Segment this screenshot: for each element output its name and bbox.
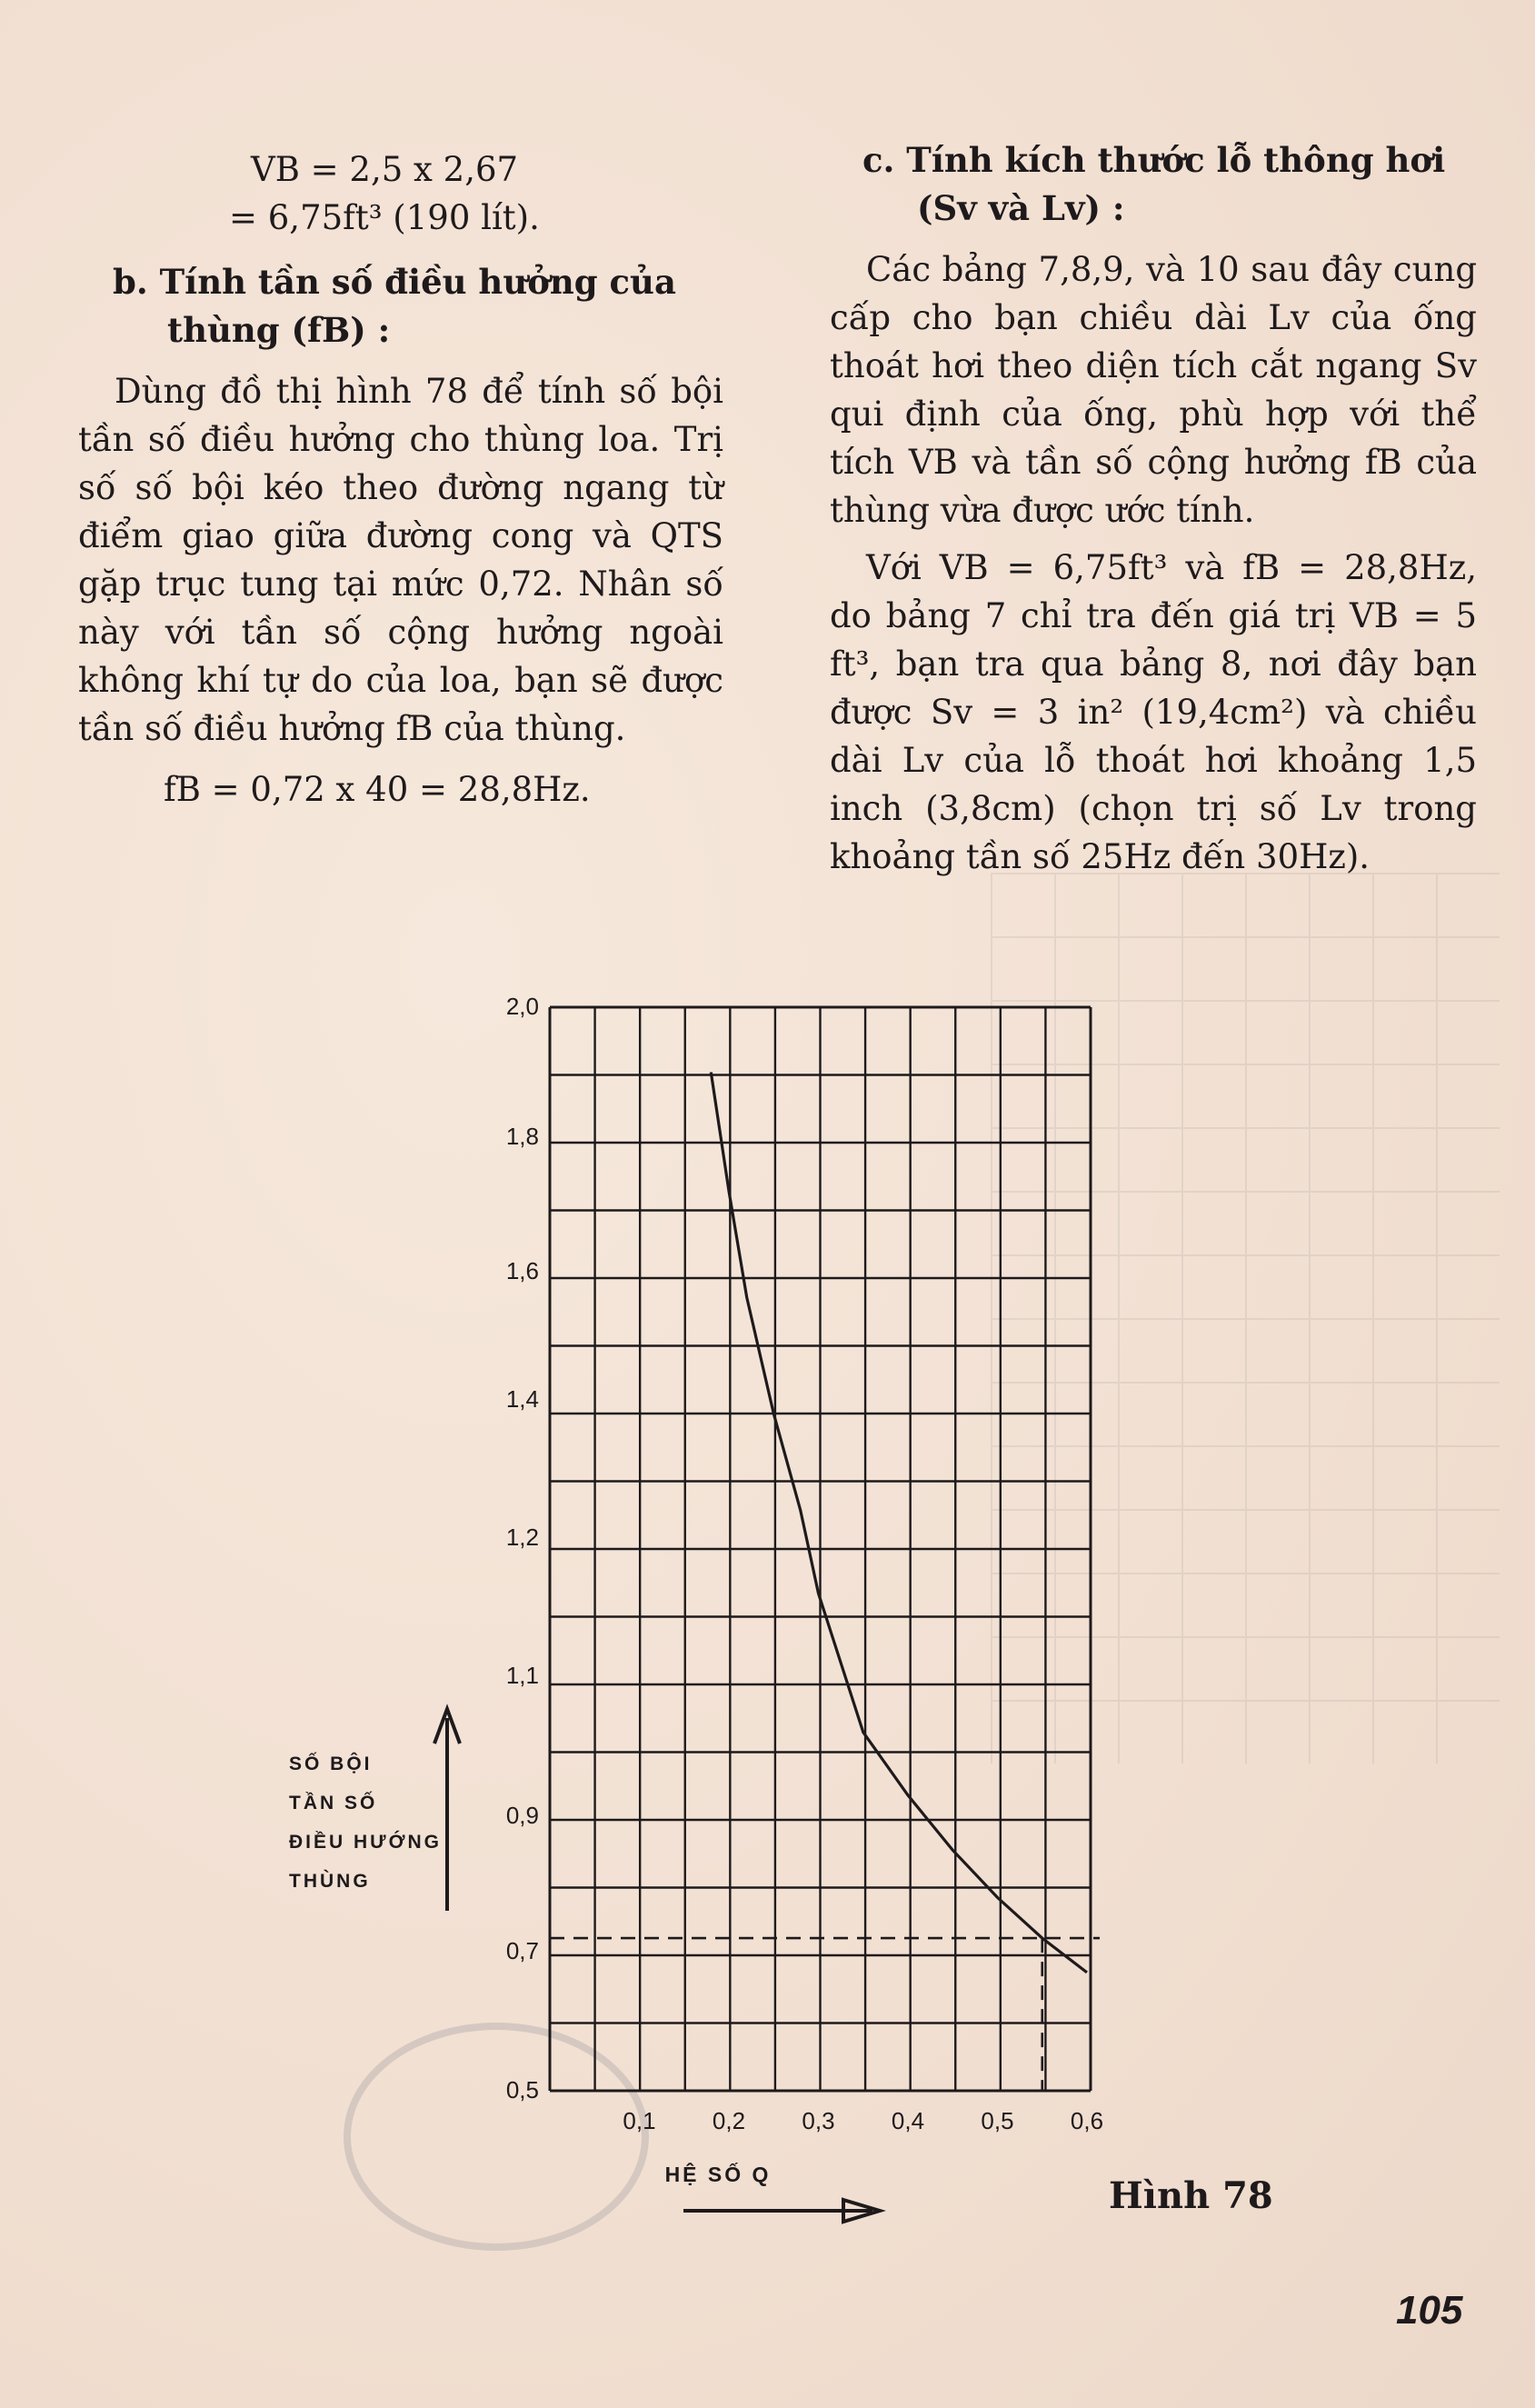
right-column [830,136,1477,881]
y-tick-label: 0,5 [505,2076,539,2103]
paragraph-c2: Với VB = 6,75ft³ và fB = 28,8Hz, do bảng 7 chỉ tra đến giá trị VB = 5 ft³, bạn tra qua bảng 8, nơi đây bạn được Sv = 3 in² (19,4cm²) và chiều dài Lv của lỗ thoát hơi khoảng 1,5 inch (3,8cm) (chọn trị số Lv trong khoảng tần số 25Hz đến 30Hz). [830,548,1477,876]
chart-svg [273,982,1136,2254]
x-tick-label: 0,1 [623,2107,656,2134]
paragraph-b: Dùng đồ thị hình 78 để tính số bội tần số điều hưởng cho thùng loa. Trị số số bội kéo theo đường ngang từ điểm giao giữa đường cong và QTS gặp trục tung tại mức 0,72. Nhân số này với tần số cộng hưởng ngoài không khí tự do của loa, bạn sẽ được tần số điều hưởng fB của thùng. [78,372,723,748]
paragraph-c1: Các bảng 7,8,9, và 10 sau đây cung cấp cho bạn chiều dài Lv của ống thoát hơi theo diện tích cắt ngang Sv qui định của ống, phù hợp với thể tích VB và tần số cộng hưởng fB của thùng vừa được ước tính. [830,250,1477,530]
y-axis-label-line: THÙNG [289,1871,371,1892]
heading-c [830,136,1477,233]
vb-equation: VB = 2,5 x 2,67 [251,150,519,189]
curve-line [711,1073,1087,1973]
y-axis-label-line: TẦN SỐ [289,1793,378,1813]
figure-label: Hình 78 [1109,2174,1273,2217]
x-axis-label: HỆ SỐ Q [664,2163,772,2186]
heading-c-line1: c. Tính kích thước lỗ thông hơi [862,140,1446,180]
heading-b-line2: thùng (fB) : [167,310,391,350]
y-axis-label-line: SỐ BỘI [289,1754,373,1774]
heading-c-line2: (Sv và Lv) : [917,188,1125,228]
y-tick-label: 0,9 [505,1802,539,1829]
left-column [78,145,723,814]
y-tick-label: 1,2 [505,1524,539,1551]
y-tick-label: 1,8 [505,1123,539,1150]
y-tick-label: 0,7 [505,1937,539,1964]
chart-figure-78 [273,982,1136,2254]
x-tick-label: 0,2 [712,2107,746,2134]
y-tick-label: 1,1 [505,1662,539,1689]
y-tick-label: 1,4 [505,1385,539,1413]
heading-b [78,258,723,355]
fb-equation: fB = 0,72 x 40 = 28,8Hz. [164,770,591,809]
x-tick-label: 0,4 [891,2107,925,2134]
page-number: 105 [1396,2288,1463,2333]
y-axis-label-line: ĐIỀU HƯỚNG [289,1832,443,1853]
y-tick-label: 1,6 [505,1257,539,1284]
vb-result: = 6,75ft³ (190 lít). [229,198,540,237]
x-tick-label: 0,3 [802,2107,835,2134]
x-tick-label: 0,5 [981,2107,1014,2134]
x-tick-label: 0,6 [1070,2107,1104,2134]
heading-b-line1: b. Tính tần số điều hưởng của [113,262,676,302]
y-tick-label: 2,0 [505,993,539,1020]
